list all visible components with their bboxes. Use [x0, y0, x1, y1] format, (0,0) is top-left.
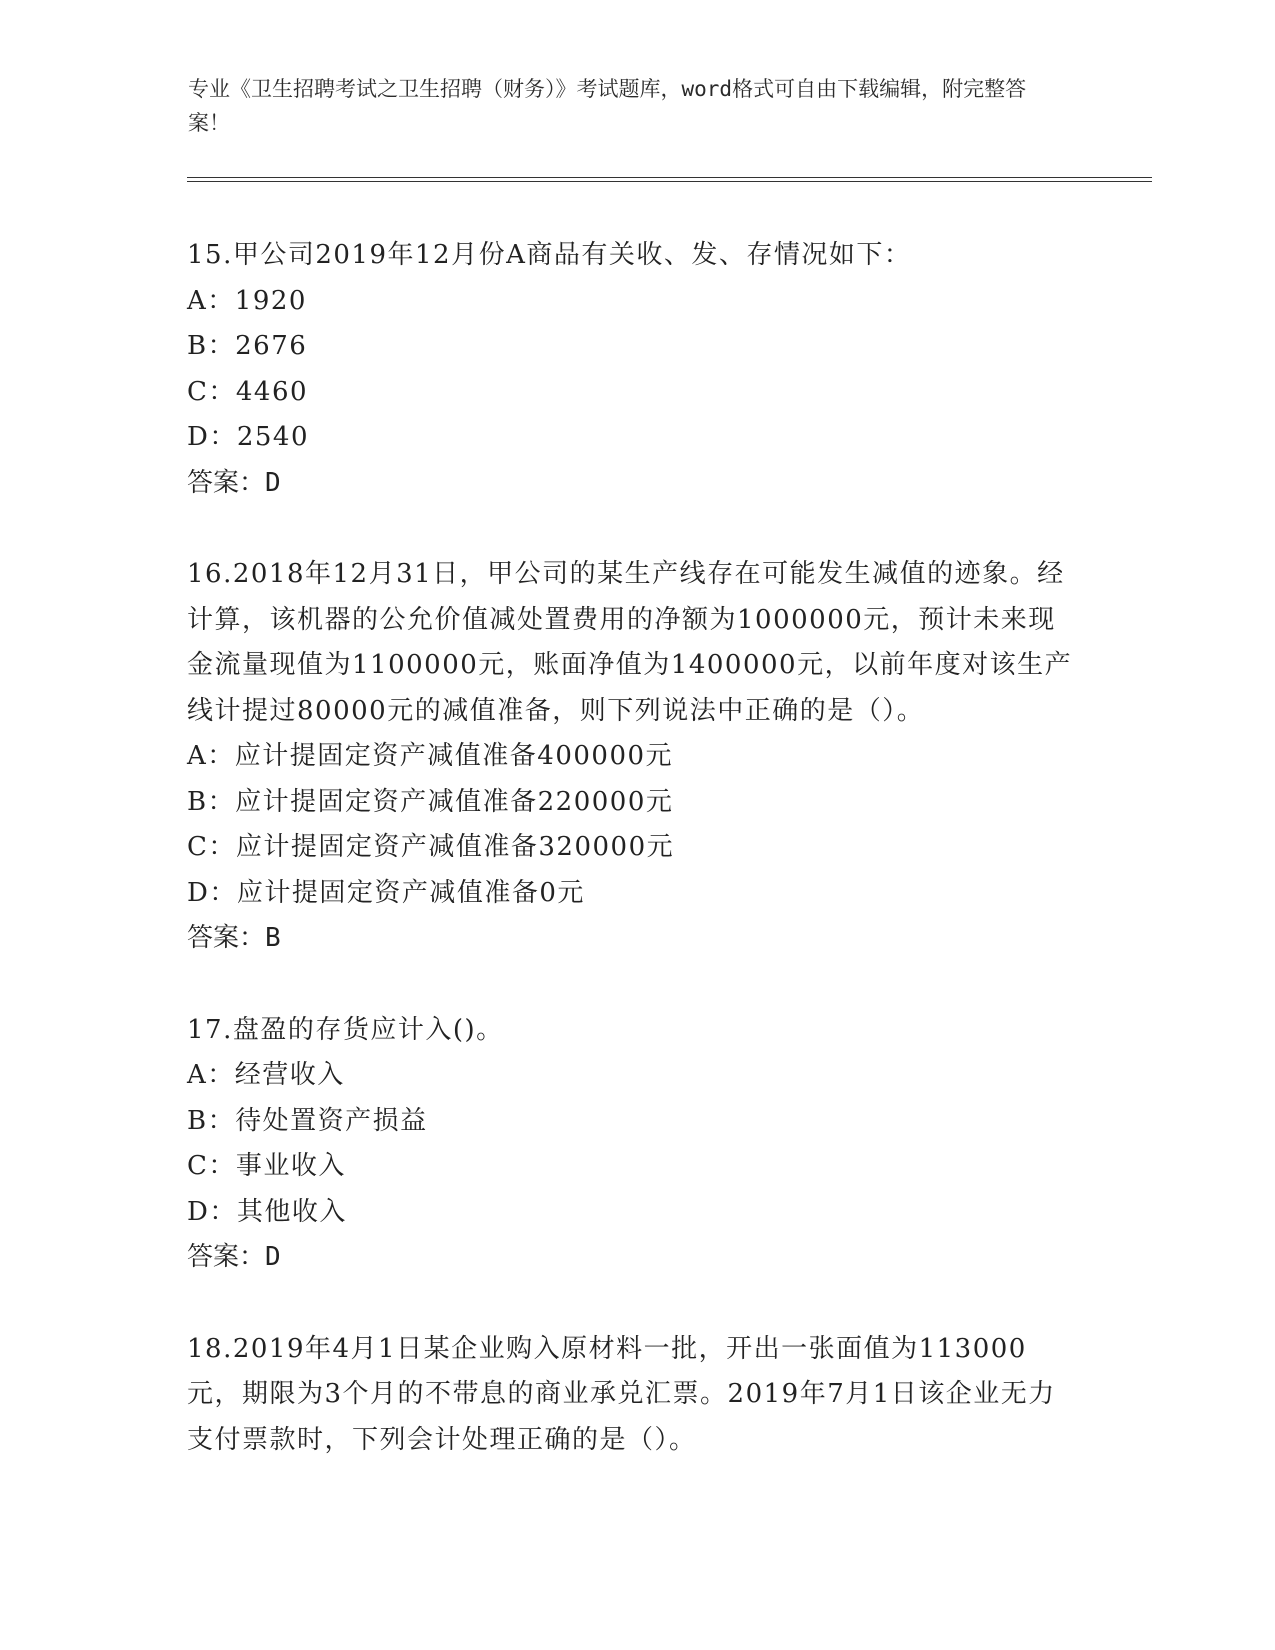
answer-label: 答案： [187, 923, 266, 953]
option-c: C：应计提固定资产减值准备320000元 [187, 832, 675, 862]
answer-line [187, 461, 1077, 507]
question-16 [187, 552, 1077, 962]
option-b: B：应计提固定资产减值准备220000元 [187, 786, 674, 817]
answer-value: D [265, 467, 281, 498]
question-list [187, 233, 1077, 1509]
option-a: A：应计提固定资产减值准备400000元 [187, 741, 674, 771]
option-c: C：4460 [187, 376, 309, 407]
question-text: 15.甲公司2019年12月份A商品有关收、发、存情况如下： [187, 240, 912, 270]
header-text: 专业《卫生招聘考试之卫生招聘（财务）》考试题库，word格式可自由下载编辑，附完整答案！ [188, 77, 1027, 135]
answer-value: D [265, 1242, 281, 1272]
question-text: 16.2018年12月31日，甲公司的某生产线存在可能发生减值的迹象。经计算，该机器的公允价值减处置费用的净额为1000000元，预计未来现金流量现值为1100000元，账面净值为1400000元，以前年度对该生产线计提过80000元的减值准备，则下列说法中正确的是（）。 [187, 559, 1073, 726]
answer-line [187, 916, 1077, 962]
option-d: D：其他收入 [187, 1196, 347, 1227]
option-d: D：应计提固定资产减值准备0元 [187, 877, 585, 908]
question-17 [187, 1008, 1077, 1281]
header-divider [187, 177, 1152, 182]
option-c: C：事业收入 [187, 1151, 346, 1181]
answer-line [187, 1235, 1077, 1281]
option-d: D：2540 [187, 422, 310, 452]
option-b: B：2676 [187, 331, 308, 361]
answer-label: 答案： [187, 467, 266, 498]
option-a: A：经营收入 [187, 1060, 345, 1090]
document-header [188, 72, 1068, 140]
option-a: A：1920 [187, 285, 307, 316]
question-text: 18.2019年4月1日某企业购入原材料一批，开出一张面值为113000元，期限为3个月的不带息的商业承兑汇票。2019年7月1日该企业无力支付票款时，下列会计处理正确的是（）。 [187, 1333, 1056, 1455]
answer-value: B [265, 923, 281, 953]
option-b: B：待处置资产损益 [187, 1105, 428, 1136]
question-15 [187, 233, 1077, 506]
question-text: 17.盘盈的存货应计入()。 [187, 1014, 504, 1045]
question-18 [187, 1327, 1077, 1464]
answer-label: 答案： [187, 1242, 266, 1272]
